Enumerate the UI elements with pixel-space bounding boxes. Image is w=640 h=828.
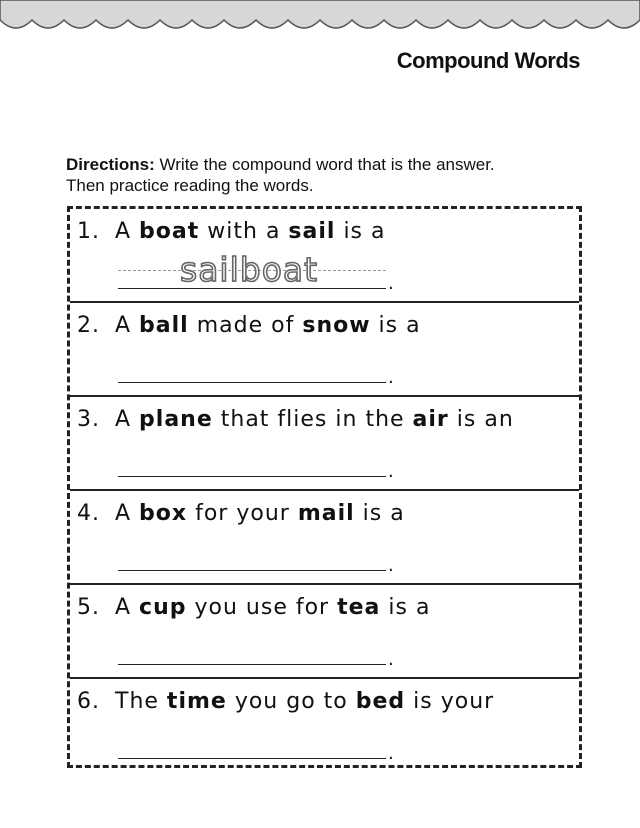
period: .: [388, 367, 394, 388]
page-title: Compound Words: [396, 48, 580, 73]
word-1: cup: [139, 595, 187, 620]
traceable-sample-answer: sailboat: [180, 250, 319, 289]
directions-label: Directions:: [66, 155, 155, 174]
directions-text-2: Then practice reading the words.: [66, 176, 314, 195]
question-text: 1. A boat with a sail is a: [77, 219, 386, 244]
directions-text-1: Write the compound word that is the answer.: [154, 155, 495, 174]
answer-line[interactable]: [118, 476, 386, 477]
period: .: [388, 555, 394, 576]
word-1: boat: [139, 219, 200, 244]
answer-line[interactable]: [118, 288, 386, 289]
answer-line[interactable]: [118, 664, 386, 665]
question-text: 2. A ball made of snow is a: [77, 313, 421, 338]
word-1: plane: [139, 407, 213, 432]
word-2: mail: [297, 501, 355, 526]
question-row: [70, 397, 579, 491]
answer-line[interactable]: [118, 758, 386, 759]
word-2: sail: [288, 219, 336, 244]
period: .: [388, 743, 394, 764]
question-text: 4. A box for your mail is a: [77, 501, 405, 526]
question-text: 6. The time you go to bed is your: [77, 689, 495, 714]
word-1: ball: [139, 313, 189, 338]
period: .: [388, 273, 394, 294]
scalloped-border: [0, 0, 640, 42]
question-row: [70, 585, 579, 679]
question-row: [70, 491, 579, 585]
word-2: air: [412, 407, 449, 432]
question-row: [70, 209, 579, 303]
question-text: 3. A plane that flies in the air is an: [77, 407, 514, 432]
question-row: [70, 679, 579, 773]
word-1: box: [139, 501, 188, 526]
answer-line[interactable]: [118, 570, 386, 571]
word-2: snow: [302, 313, 371, 338]
word-2: tea: [337, 595, 381, 620]
word-1: time: [166, 689, 227, 714]
answer-line[interactable]: [118, 382, 386, 383]
question-row: [70, 303, 579, 397]
period: .: [388, 461, 394, 482]
question-frame: [67, 206, 582, 768]
question-text: 5. A cup you use for tea is a: [77, 595, 431, 620]
period: .: [388, 649, 394, 670]
word-2: bed: [355, 689, 406, 714]
directions: [66, 154, 586, 196]
